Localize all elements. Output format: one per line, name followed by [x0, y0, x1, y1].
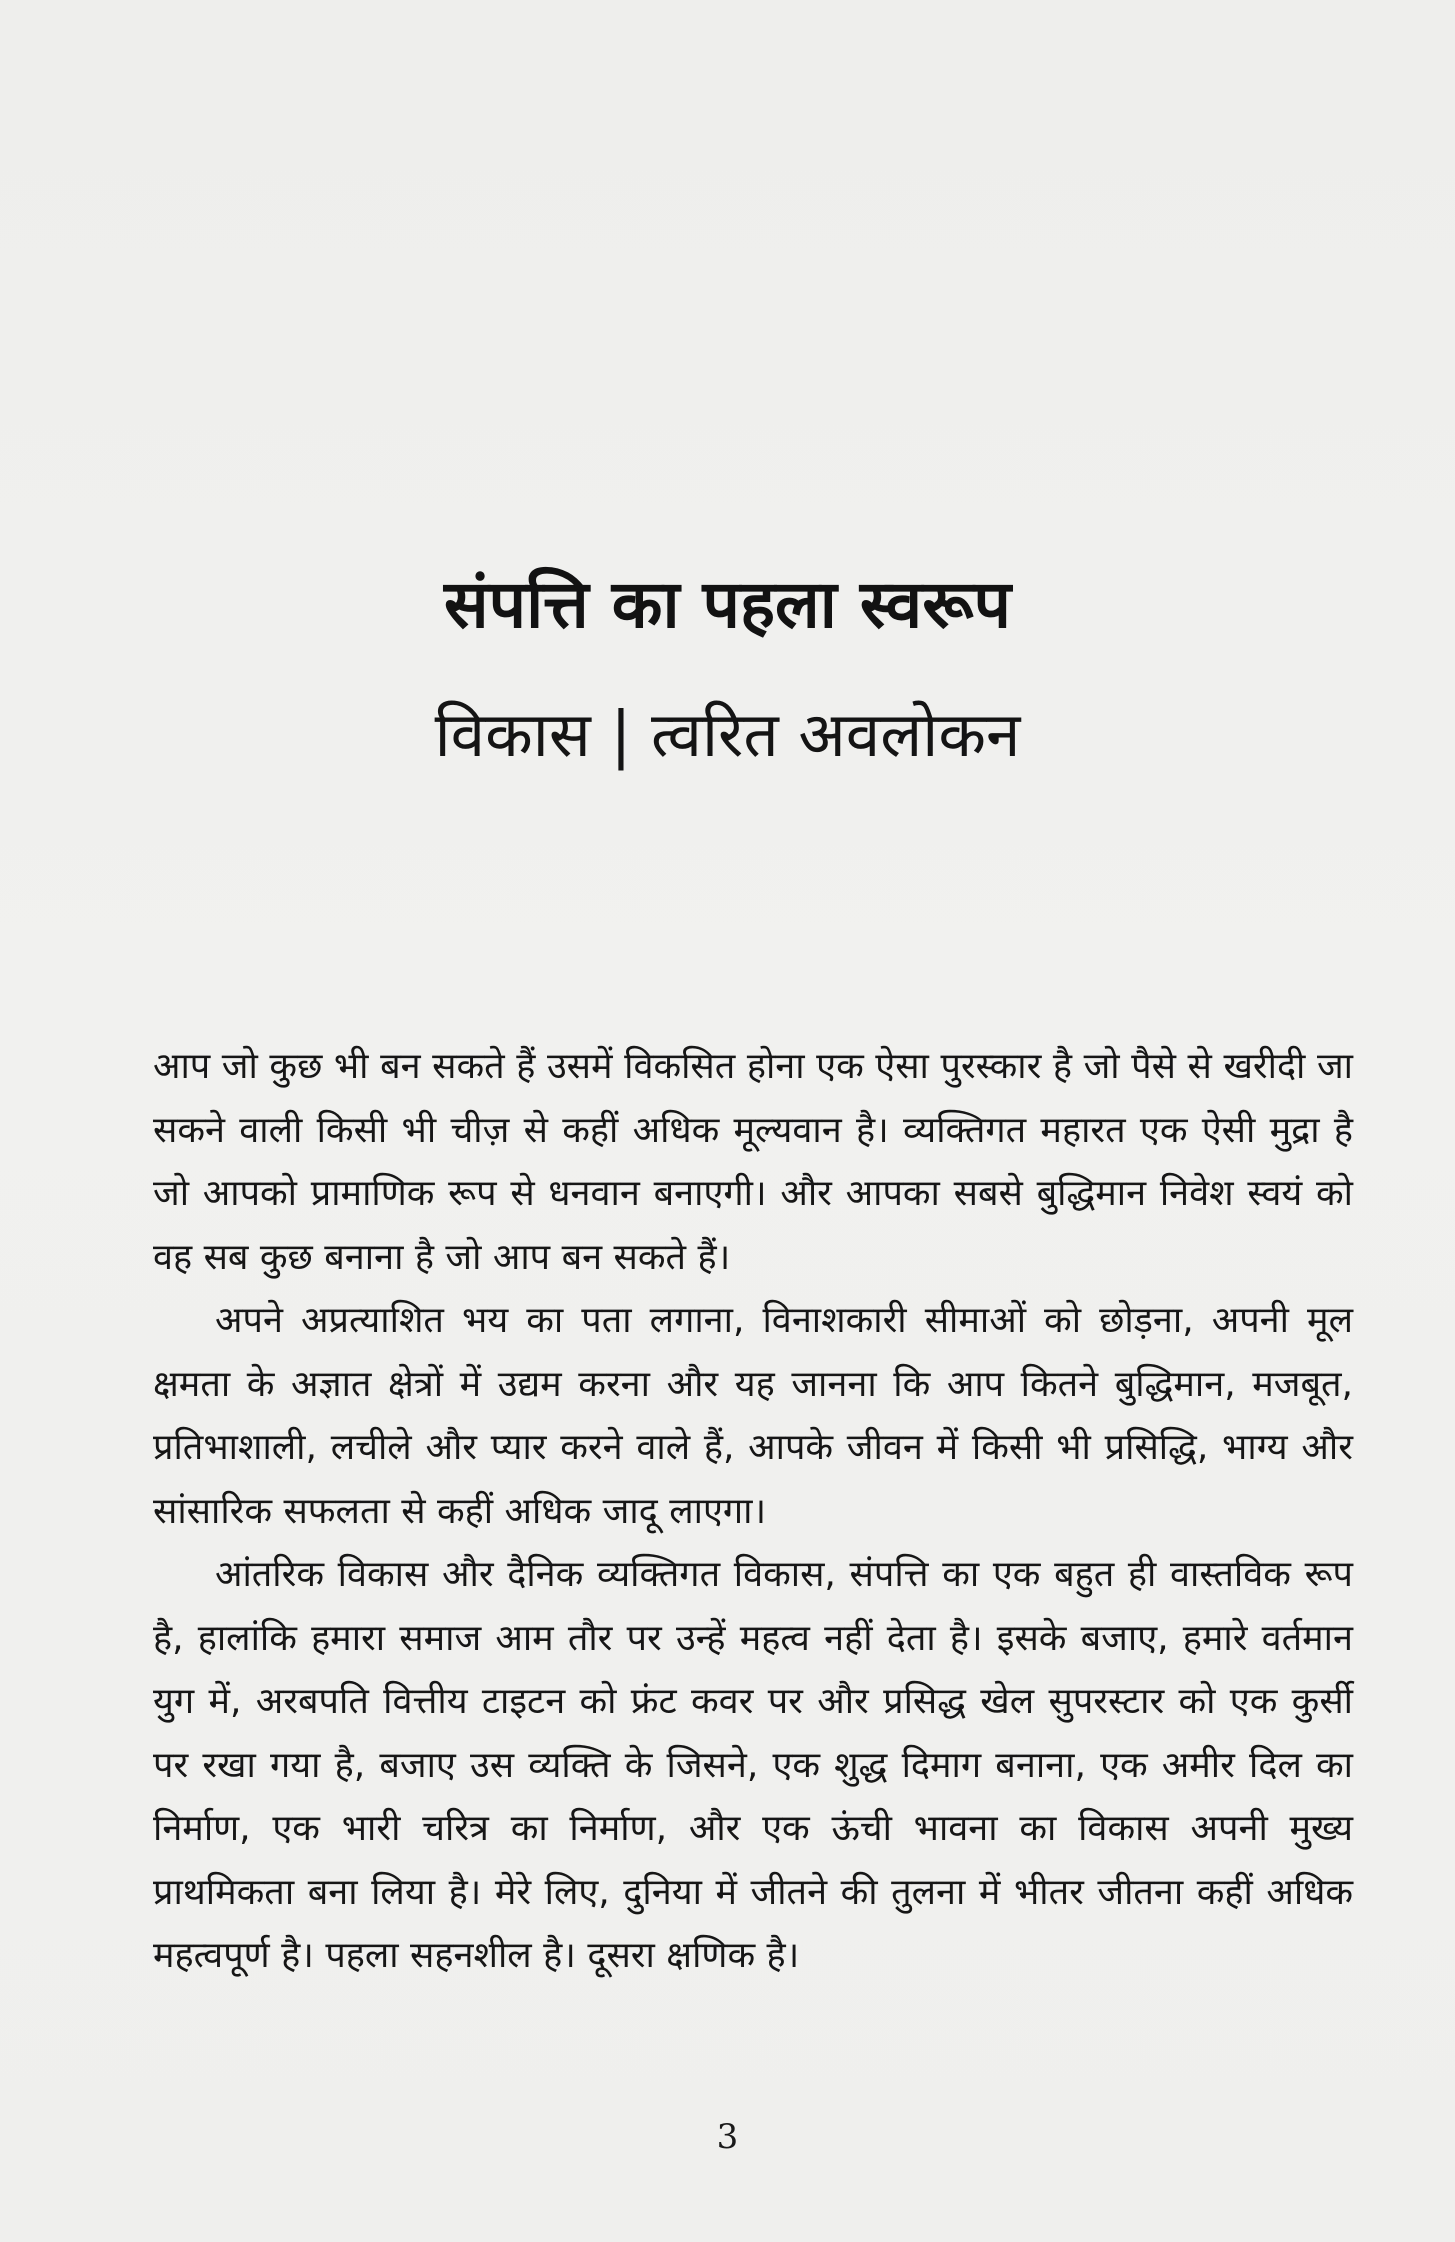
chapter-title: संपत्ति का पहला स्वरूप — [443, 566, 1012, 643]
chapter-body — [153, 1035, 1353, 1988]
paragraph-3: आंतरिक विकास और दैनिक व्यक्तिगत विकास, संपत्ति का एक बहुत ही वास्तविक रूप है, हालांकि हमारा समाज आम तौर पर उन्हें महत्व नहीं देता है। इसके बजाए, हमारे वर्तमान युग में, अरबपति वित्तीय टाइटन को फ्रंट कवर पर और प्रसिद्ध खेल सुपरस्टार को एक कुर्सी पर रखा गया है, बजाए उस व्यक्ति के जिसने, एक शुद्ध दिमाग बनाना, एक अमीर दिल का निर्माण, एक भारी चरित्र का निर्माण, और एक ऊंची भावना का विकास अपनी मुख्य प्राथमिकता बना लिया है। मेरे लिए, दुनिया में जीतने की तुलना में भीतर जीतना कहीं अधिक महत्वपूर्ण है। पहला सहनशील है। दूसरा क्षणिक है। — [153, 1554, 1353, 1976]
chapter-subtitle: विकास | त्वरित अवलोकन — [434, 698, 1021, 771]
paragraph-1: आप जो कुछ भी बन सकते हैं उसमें विकसित होना एक ऐसा पुरस्कार है जो पैसे से खरीदी जा सकने वाली किसी भी चीज़ से कहीं अधिक मूल्यवान है। व्यक्तिगत महारत एक ऐसी मुद्रा है जो आपको प्रामाणिक रूप से धनवान बनाएगी। और आपका सबसे बुद्धिमान निवेश स्वयं को वह सब कुछ बनाना है जो आप बन सकते हैं। — [153, 1046, 1353, 1278]
page-number: 3 — [716, 2117, 739, 2157]
paragraph-2: अपने अप्रत्याशित भय का पता लगाना, विनाशकारी सीमाओं को छोड़ना, अपनी मूल क्षमता के अज्ञात क्षेत्रों में उद्यम करना और यह जानना कि आप कितने बुद्धिमान, मजबूत, प्रतिभाशाली, लचीले और प्यार करने वाले हैं, आपके जीवन में किसी भी प्रसिद्धि, भाग्य और सांसारिक सफलता से कहीं अधिक जादू लाएगा। — [153, 1300, 1353, 1532]
